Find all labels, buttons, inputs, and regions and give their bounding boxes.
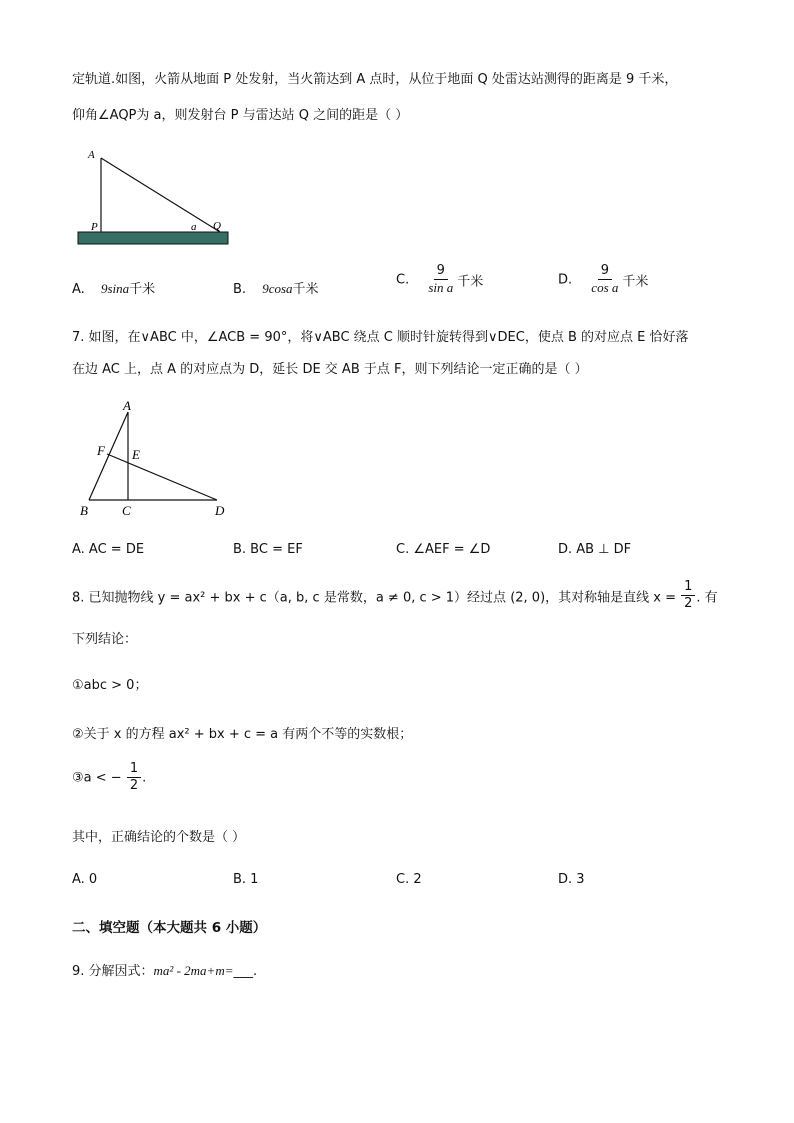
q6-option-c-fraction xyxy=(425,264,456,296)
q9-prefix: 9. 分解因式： xyxy=(72,964,154,979)
q6-fig-line-aq xyxy=(101,158,220,232)
q6-option-c-unit: 千米 xyxy=(457,274,484,290)
q7-fig-label-c: C xyxy=(122,503,131,518)
q7-stem-line2: 在边 AC 上，点 A 的对应点为 D，延长 DE 交 AB 于点 F，则下列结论一定正确的是（ ） xyxy=(72,362,588,377)
q6-option-b-expr: 9cosa xyxy=(262,281,293,296)
q7-option-c[interactable]: C. ∠AEF = ∠D xyxy=(396,542,491,557)
q7-option-d[interactable]: D. AB ⊥ DF xyxy=(558,542,632,557)
q8-stem-line1-post: . 有 xyxy=(696,590,718,606)
q6-option-c-num: 9 xyxy=(434,264,448,280)
q6-figure xyxy=(70,140,240,250)
q6-option-c-label: C. xyxy=(396,272,410,288)
q6-option-d-num: 9 xyxy=(598,264,612,280)
q8-axis-den: 2 xyxy=(684,596,693,612)
q7-option-b[interactable]: B. BC = EF xyxy=(233,542,303,557)
q8-conclusion-1: ①abc > 0； xyxy=(72,678,148,693)
q6-fig-label-alpha: a xyxy=(191,221,197,233)
q6-option-a-label: A. xyxy=(72,282,85,297)
q6-stem-line2: 仰角∠AQP为 a，则发射台 P 与雷达站 Q 之间的距是（ ） xyxy=(72,108,409,123)
q8-stem-line1 xyxy=(72,580,718,612)
q8-conclusion-3-post: . xyxy=(142,770,147,786)
q8-option-a[interactable]: A. 0 xyxy=(72,872,98,887)
q8-conclusion-3-den: 2 xyxy=(129,778,139,794)
q6-option-c[interactable] xyxy=(396,264,483,296)
q8-axis-fraction xyxy=(681,580,695,612)
q7-option-a[interactable]: A. AC = DE xyxy=(72,542,145,557)
q9-end: . xyxy=(252,964,258,979)
q8-axis-num: 1 xyxy=(681,580,695,596)
q6-option-b-label: B. xyxy=(233,282,247,297)
q8-stem-line1-pre: 8. 已知抛物线 y = ax² + bx + c（a, b, c 是常数，a ≠ 0, c > 1）经过点 (2, 0)，其对称轴是直线 x = xyxy=(72,590,676,606)
q7-fig-label-b: B xyxy=(80,503,88,518)
q7-stem-line1: 7. 如图，在∨ABC 中，∠ACB = 90°，将∨ABC 绕点 C 顺时针旋转得到∨DEC，使点 B 的对应点 E 恰好落 xyxy=(72,330,689,345)
q6-option-d-unit: 千米 xyxy=(622,274,649,290)
q6-option-a[interactable] xyxy=(72,278,155,297)
q8-option-b[interactable]: B. 1 xyxy=(233,872,259,887)
q6-fig-label-a: A xyxy=(88,149,95,161)
q6-option-b-unit: 千米 xyxy=(292,282,319,297)
q7-fig-line-ab xyxy=(89,412,128,500)
section-2-title: 二、填空题（本大题共 6 小题） xyxy=(72,920,267,936)
q6-option-d-label: D. xyxy=(558,272,573,288)
q6-option-d[interactable] xyxy=(558,264,648,296)
q6-fig-ground xyxy=(78,232,228,244)
q8-conclusion-3-pre: ③a < − xyxy=(72,770,122,786)
q8-question: 其中，正确结论的个数是（ ） xyxy=(72,830,246,845)
q7-figure xyxy=(72,392,242,524)
q8-conclusion-3 xyxy=(72,762,146,794)
q6-stem-line1: 定轨道.如图，火箭从地面 P 处发射，当火箭达到 A 点时，从位于地面 Q 处雷达站测得的距离是 9 千米， xyxy=(72,72,678,87)
q9-stem xyxy=(72,960,257,979)
q7-fig-label-a: A xyxy=(123,398,131,413)
q9-answer-blank[interactable]: ___ xyxy=(233,964,253,979)
q7-fig-label-e: E xyxy=(132,447,140,462)
q7-fig-label-d: D xyxy=(215,503,225,518)
q6-option-d-den: cos a xyxy=(591,280,619,296)
q8-option-d[interactable]: D. 3 xyxy=(558,872,585,887)
q6-option-a-expr: 9sina xyxy=(100,281,130,296)
q8-conclusion-2: ②关于 x 的方程 ax² + bx + c = a 有两个不等的实数根； xyxy=(72,727,413,742)
q6-option-c-den: sin a xyxy=(428,280,454,296)
q8-stem-line2: 下列结论： xyxy=(72,632,138,647)
q7-fig-label-f: F xyxy=(97,443,105,458)
q8-conclusion-3-num: 1 xyxy=(127,762,141,778)
q6-option-d-fraction xyxy=(588,264,621,296)
q6-fig-label-p: P xyxy=(91,221,98,233)
q8-conclusion-3-fraction xyxy=(127,762,141,794)
q6-option-b[interactable] xyxy=(233,278,319,297)
q7-fig-line-fd xyxy=(107,454,217,500)
q6-fig-label-q: Q xyxy=(213,220,221,232)
q9-expression: ma² - 2ma+m= xyxy=(153,963,234,978)
q6-option-a-unit: 千米 xyxy=(129,282,156,297)
q8-option-c[interactable]: C. 2 xyxy=(396,872,422,887)
